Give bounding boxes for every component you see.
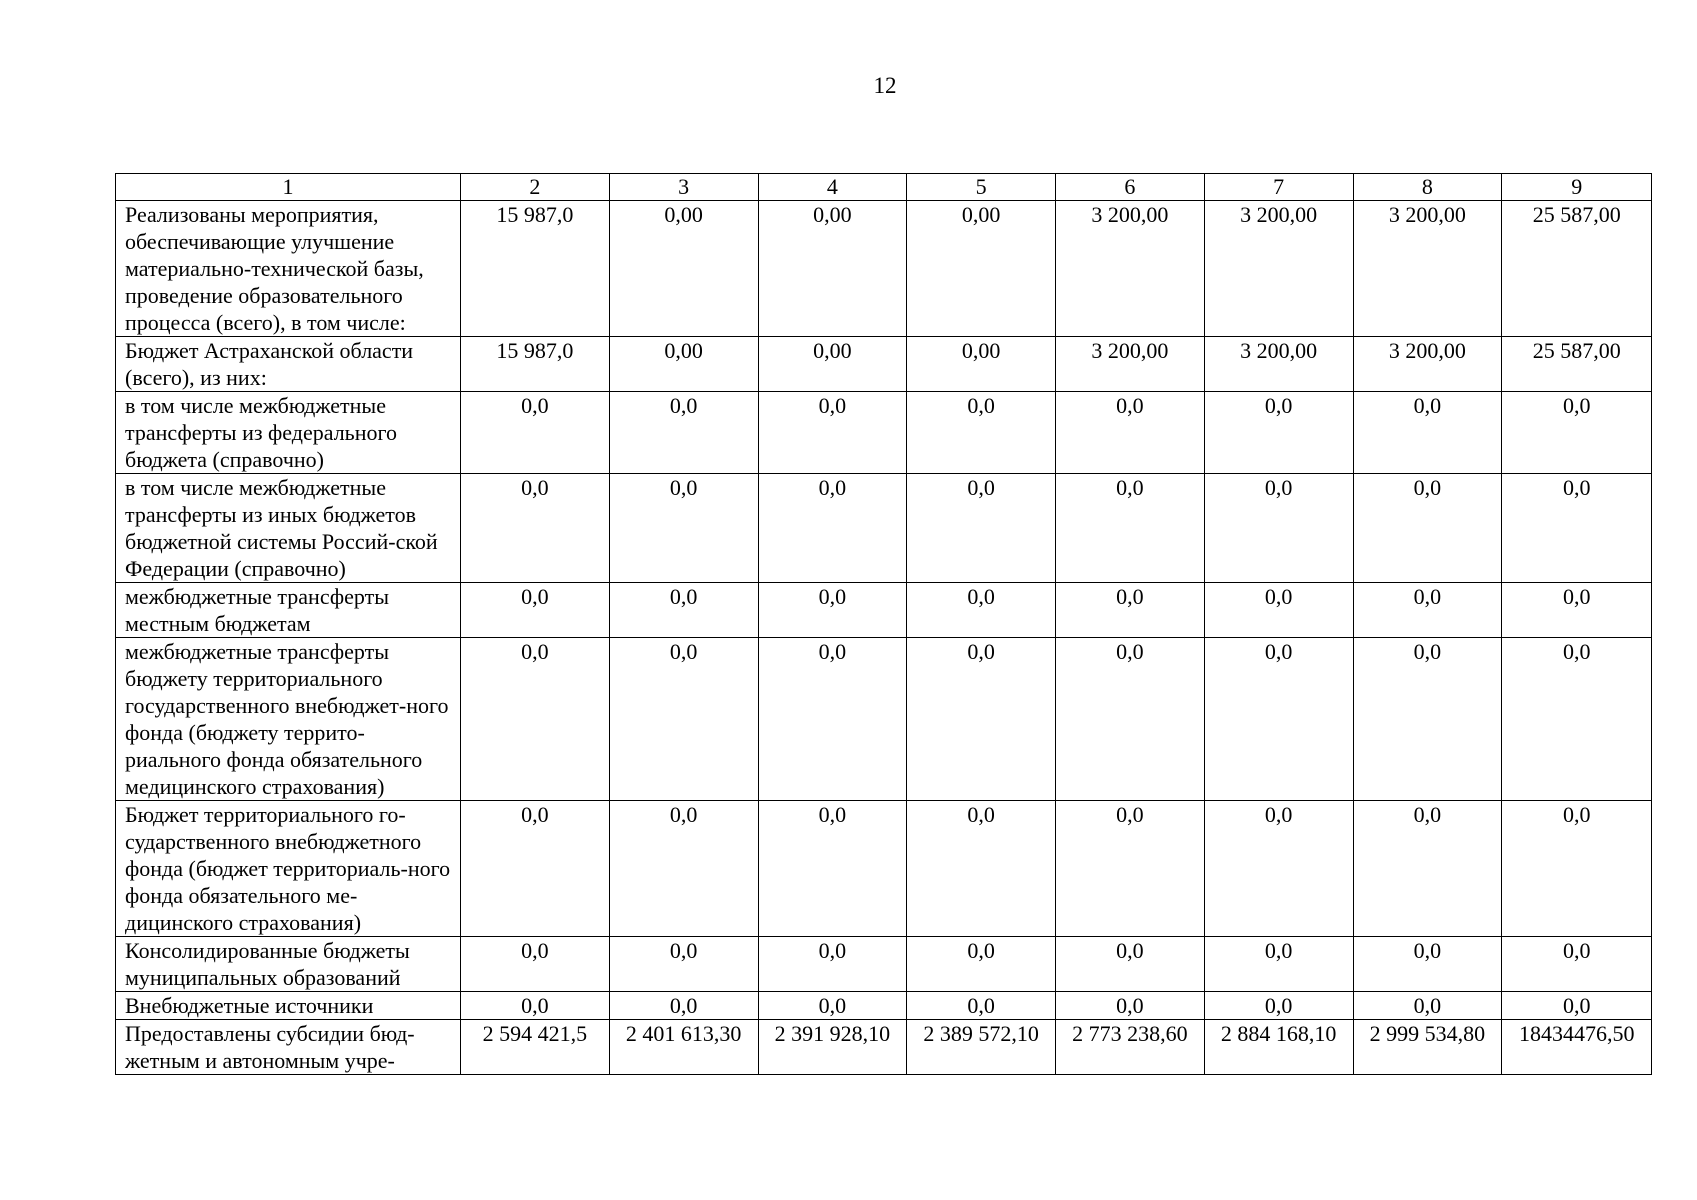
table-row [116, 992, 1652, 1020]
table-row [116, 201, 1652, 337]
cell-value: 0,0 [1056, 392, 1205, 474]
table-row [116, 937, 1652, 992]
table-header-row [116, 174, 1652, 201]
cell-value: 0,0 [461, 992, 610, 1020]
row-label: в том числе межбюджетные трансферты из федерального бюджета (справочно) [116, 392, 461, 474]
cell-value: 0,0 [907, 392, 1056, 474]
row-label: Бюджет территориального го-сударственного внебюджетного фонда (бюджет территориаль-ного фонда обязательного ме-дицинского страхования) [116, 801, 461, 937]
cell-value: 0,0 [1502, 392, 1652, 474]
cell-value: 0,0 [1204, 937, 1353, 992]
cell-value: 0,0 [1502, 638, 1652, 801]
cell-value: 2 594 421,5 [461, 1020, 610, 1075]
cell-value: 0,0 [1502, 583, 1652, 638]
table-row [116, 1020, 1652, 1075]
cell-value: 0,00 [609, 337, 758, 392]
cell-value: 0,0 [1056, 638, 1205, 801]
table-row [116, 583, 1652, 638]
cell-value: 3 200,00 [1353, 201, 1502, 337]
cell-value: 0,0 [1204, 801, 1353, 937]
cell-value: 0,0 [461, 392, 610, 474]
row-label: межбюджетные трансферты бюджету территориального государственного внебюджет-ного фонда (бюджету террито-риального фонда обязательного медицинского страхования) [116, 638, 461, 801]
page-number: 12 [873, 73, 897, 98]
table-row [116, 638, 1652, 801]
cell-value: 0,00 [609, 201, 758, 337]
cell-value: 0,00 [907, 337, 1056, 392]
cell-value: 2 999 534,80 [1353, 1020, 1502, 1075]
cell-value: 0,0 [907, 583, 1056, 638]
cell-value: 0,0 [461, 638, 610, 801]
cell-value: 0,0 [907, 992, 1056, 1020]
cell-value: 0,0 [758, 937, 907, 992]
cell-value: 0,0 [1056, 937, 1205, 992]
cell-value: 0,0 [758, 801, 907, 937]
cell-value: 0,0 [1204, 992, 1353, 1020]
cell-value: 0,0 [1056, 801, 1205, 937]
cell-value: 3 200,00 [1204, 201, 1353, 337]
column-header-2: 2 [461, 174, 610, 201]
cell-value: 0,0 [609, 992, 758, 1020]
cell-value: 0,0 [1056, 992, 1205, 1020]
cell-value: 3 200,00 [1056, 201, 1205, 337]
cell-value: 0,0 [609, 801, 758, 937]
cell-value: 0,0 [1353, 992, 1502, 1020]
cell-value: 0,0 [907, 474, 1056, 583]
cell-value: 0,0 [1056, 583, 1205, 638]
cell-value: 15 987,0 [461, 337, 610, 392]
table-row [116, 337, 1652, 392]
cell-value: 15 987,0 [461, 201, 610, 337]
cell-value: 2 389 572,10 [907, 1020, 1056, 1075]
cell-value: 0,0 [758, 638, 907, 801]
cell-value: 0,0 [1204, 638, 1353, 801]
table-row [116, 801, 1652, 937]
cell-value: 0,0 [1353, 937, 1502, 992]
cell-value: 0,0 [461, 937, 610, 992]
cell-value: 0,0 [609, 392, 758, 474]
cell-value: 3 200,00 [1056, 337, 1205, 392]
column-header-7: 7 [1204, 174, 1353, 201]
cell-value: 0,0 [461, 801, 610, 937]
cell-value: 0,0 [609, 474, 758, 583]
cell-value: 0,0 [1502, 801, 1652, 937]
row-label: Бюджет Астраханской области (всего), из них: [116, 337, 461, 392]
table-row [116, 474, 1652, 583]
column-header-8: 8 [1353, 174, 1502, 201]
row-label: межбюджетные трансферты местным бюджетам [116, 583, 461, 638]
column-header-3: 3 [609, 174, 758, 201]
column-header-5: 5 [907, 174, 1056, 201]
row-label: Реализованы мероприятия, обеспечивающие улучшение материально-технической базы, проведение образовательного процесса (всего), в том числе: [116, 201, 461, 337]
cell-value: 3 200,00 [1353, 337, 1502, 392]
cell-value: 0,0 [1204, 474, 1353, 583]
cell-value: 0,0 [1353, 638, 1502, 801]
cell-value: 25 587,00 [1502, 337, 1652, 392]
column-header-6: 6 [1056, 174, 1205, 201]
cell-value: 0,0 [1353, 474, 1502, 583]
cell-value: 0,00 [758, 201, 907, 337]
cell-value: 2 773 238,60 [1056, 1020, 1205, 1075]
column-header-4: 4 [758, 174, 907, 201]
cell-value: 0,0 [609, 937, 758, 992]
row-label: Предоставлены субсидии бюд-жетным и автономным учре- [116, 1020, 461, 1075]
column-header-9: 9 [1502, 174, 1652, 201]
budget-table [115, 173, 1652, 1075]
cell-value: 0,0 [758, 474, 907, 583]
row-label: Консолидированные бюджеты муниципальных образований [116, 937, 461, 992]
cell-value: 2 401 613,30 [609, 1020, 758, 1075]
cell-value: 0,00 [907, 201, 1056, 337]
cell-value: 0,0 [1353, 583, 1502, 638]
cell-value: 0,0 [1502, 474, 1652, 583]
cell-value: 0,0 [609, 638, 758, 801]
cell-value: 0,0 [907, 801, 1056, 937]
cell-value: 0,00 [758, 337, 907, 392]
cell-value: 0,0 [1056, 474, 1205, 583]
cell-value: 18434476,50 [1502, 1020, 1652, 1075]
cell-value: 0,0 [907, 638, 1056, 801]
row-label: Внебюджетные источники [116, 992, 461, 1020]
cell-value: 0,0 [461, 583, 610, 638]
cell-value: 0,0 [758, 992, 907, 1020]
cell-value: 0,0 [758, 392, 907, 474]
cell-value: 0,0 [1502, 992, 1652, 1020]
row-label: в том числе межбюджетные трансферты из иных бюджетов бюджетной системы Россий-ской Федерации (справочно) [116, 474, 461, 583]
cell-value: 0,0 [461, 474, 610, 583]
cell-value: 0,0 [758, 583, 907, 638]
cell-value: 3 200,00 [1204, 337, 1353, 392]
cell-value: 0,0 [1204, 583, 1353, 638]
table-row [116, 392, 1652, 474]
cell-value: 2 884 168,10 [1204, 1020, 1353, 1075]
cell-value: 2 391 928,10 [758, 1020, 907, 1075]
cell-value: 0,0 [1204, 392, 1353, 474]
column-header-1: 1 [116, 174, 461, 201]
cell-value: 0,0 [1502, 937, 1652, 992]
cell-value: 0,0 [907, 937, 1056, 992]
cell-value: 0,0 [1353, 392, 1502, 474]
cell-value: 25 587,00 [1502, 201, 1652, 337]
cell-value: 0,0 [609, 583, 758, 638]
cell-value: 0,0 [1353, 801, 1502, 937]
